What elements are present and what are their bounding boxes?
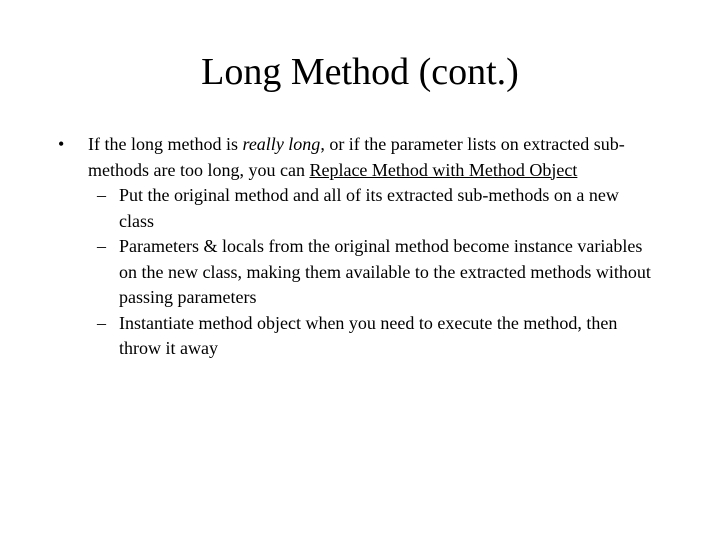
bullet-text-emphasis: really long bbox=[242, 134, 321, 154]
sub-bullet-marker: – bbox=[97, 312, 106, 333]
bullet-item bbox=[58, 132, 658, 183]
sub-bullet-list bbox=[58, 183, 658, 362]
sub-bullet-item bbox=[58, 311, 658, 362]
sub-bullet-text: Parameters & locals from the original method become instance variables on the new class, making them available to the extracted methods without passing parameters bbox=[119, 236, 651, 307]
bullet-text-part-1: If the long method is bbox=[88, 134, 243, 154]
slide-content bbox=[58, 132, 658, 362]
sub-bullet-text: Put the original method and all of its extracted sub-methods on a new class bbox=[119, 185, 619, 231]
sub-bullet-marker: – bbox=[97, 185, 106, 205]
refactoring-link[interactable]: Replace Method with Method Object bbox=[309, 159, 578, 180]
slide-title: Long Method (cont.) bbox=[201, 51, 519, 93]
bullet-marker: • bbox=[58, 134, 65, 154]
sub-bullet-marker: – bbox=[97, 236, 106, 256]
sub-bullet-item bbox=[58, 183, 658, 234]
bullet-text-part-2: , or if the parameter lists on extracted sub-methods are too long, you can bbox=[88, 134, 625, 180]
sub-bullet-item bbox=[58, 234, 658, 311]
sub-bullet-text: Instantiate method object when you need to execute the method, then throw it away bbox=[119, 312, 618, 358]
